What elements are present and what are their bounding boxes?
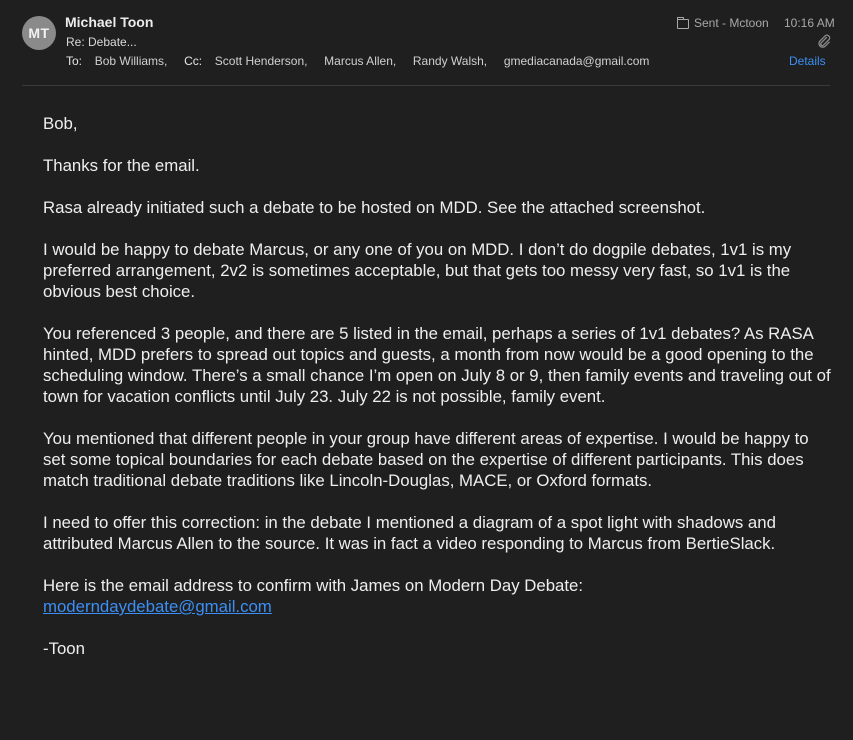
body-paragraph: You referenced 3 people, and there are 5 listed in the email, perhaps a series of 1v1 debates? As RASA hinted, MDD prefers to spread out topics and guests, a month from now would be a good opening to the scheduling window. There’s a small chance I’m open on July 8 or 9, then family events and traveling out of town for vacation conflicts until July 23. July 22 is not possible, family event. (43, 324, 831, 406)
cc-recipient[interactable]: Scott Henderson, (214, 54, 308, 68)
message-time: 10:16 AM (784, 16, 835, 30)
details-link[interactable]: Details (789, 54, 826, 68)
to-label: To: (66, 54, 83, 68)
body-paragraph: I need to offer this correction: in the debate I mentioned a diagram of a spot light with shadows and attributed Marcus Allen to the source. It was in fact a video responding to Marcus from BertieSlack. (43, 513, 776, 553)
email-link[interactable]: moderndaydebate@gmail.com (43, 597, 272, 616)
folder-icon (677, 19, 689, 29)
paperclip-icon[interactable] (817, 34, 831, 48)
mailbox-label: Sent - Mctoon (694, 16, 769, 30)
message-header (0, 0, 853, 86)
body-paragraph (43, 575, 833, 617)
cc-recipient[interactable]: Randy Walsh, (412, 54, 488, 68)
cc-label: Cc: (184, 54, 203, 68)
to-recipient[interactable]: Bob Williams, (94, 54, 168, 68)
body-paragraph: Thanks for the email. (43, 156, 200, 175)
header-divider (22, 85, 830, 86)
avatar[interactable]: MT (22, 16, 56, 50)
sender-name[interactable]: Michael Toon (65, 14, 154, 30)
email-intro-text: Here is the email address to confirm with James on Modern Day Debate: (43, 576, 584, 595)
body-paragraph: Rasa already initiated such a debate to be hosted on MDD. See the attached screenshot. (43, 198, 706, 217)
message-body (43, 113, 833, 680)
cc-recipient[interactable]: gmediacanada@gmail.com (503, 54, 650, 68)
subject-line: Re: Debate... (66, 35, 137, 49)
body-paragraph: I would be happy to debate Marcus, or any one of you on MDD. I don’t do dogpile debates, 1v1 is my preferred arrangement, 2v2 is sometimes acceptable, but that gets too messy very fast, so 1v1 is the obvious best choice. (43, 240, 792, 301)
mailbox-indicator (677, 16, 769, 30)
body-paragraph: You mentioned that different people in your group have different areas of expertise. I would be happy to set some topical boundaries for each debate based on the expertise of different participants. This does match traditional debate traditions like Lincoln-Douglas, MACE, or Oxford formats. (43, 429, 809, 490)
signoff: -Toon (43, 639, 85, 658)
greeting: Bob, (43, 114, 78, 133)
cc-recipient[interactable]: Marcus Allen, (324, 54, 397, 68)
recipients-row (66, 54, 649, 68)
